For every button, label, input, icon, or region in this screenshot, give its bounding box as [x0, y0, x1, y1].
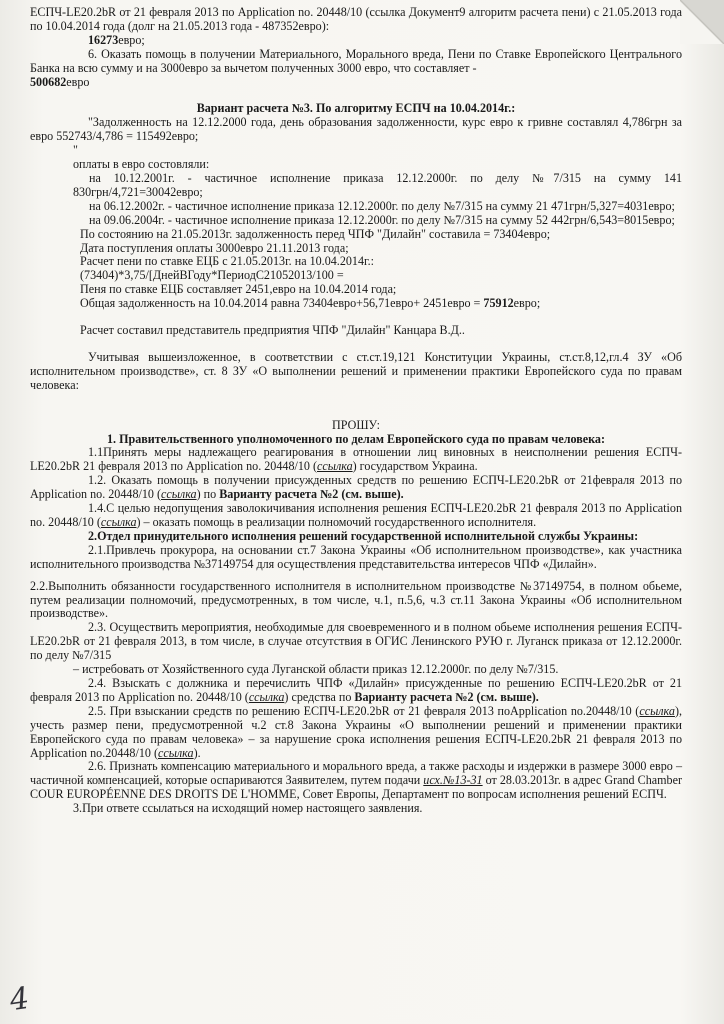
section-2-title: 2.Отдел принудительного исполнения решений государственной исполнительной службы Украины:: [88, 528, 639, 543]
variant-3-quote: ": [73, 143, 78, 158]
paragraph-top-3-amount: [30, 76, 682, 90]
item-2-1: 2.1.Привлечь прокурора, на основании ст.7 Закона Украины «Об исполнительном производстве», как участника исполнительного производства №37149754 для осуществления представительства интересов ЧПФ «Дилайн».: [30, 542, 682, 571]
amount-total: 500682: [30, 74, 67, 89]
variant-3-line-5: Пеня по ставке ЕЦБ составляет 2451,евро на 10.04.2014 года;: [80, 282, 397, 297]
link-item-1-1[interactable]: ссылка: [317, 459, 353, 474]
item-1-4-end: ) – оказать помощь в реализации полномочий государственного исполнителя.: [136, 515, 537, 529]
variant-3-line-6-text: Общая задолженность на 10.04.2014 равна 73404евро+56,71евро+ 2451евро =: [80, 296, 481, 311]
amount-penalty: 16273: [88, 32, 119, 47]
folded-corner: [680, 0, 724, 44]
item-2-6-end: от 28.03.2013г. в адрес Grand Chamber COUR EUROPÉENNE DES DROITS DE L'HOMME, Совет Европы, Департамент по вопросам исполнения решений ЕСПЧ.: [30, 773, 682, 802]
spacer: [30, 393, 682, 419]
item-2-5-mid: ), учесть размер пени, предусмотренной ч.2 ст.8 Закона Украины «О выполнении решений и применении практики Европейского суда по правам человека» – за нарушение срока исполнения решения ЕСПЧ-LE20.2bR 21 февраля 2013 по Application no.20448/10 (: [30, 703, 682, 760]
item-2-4-bold: Варианту расчета №2 (см. выше).: [354, 689, 539, 704]
item-2-6: [30, 760, 682, 802]
item-1-2-text: 1.2. Оказать помощь в получении присужденных средств по решению ЕСПЧ-LE20.2bR от 21февраля 2013 по Application no. 20448/10 (: [30, 473, 682, 502]
item-3: 3.При ответе ссылаться на исходящий номер настоящего заявления.: [73, 801, 423, 816]
item-2-2: 2.2.Выполнить обязанности государственного исполнителя в исполнительном производстве №37149754, в полном обьеме, путем реализации полномочий, предусмотренных, в том числе, ч.1, п.5,6, ч.3 ст.11 Закона Украины «Об исполнительном производстве».: [30, 578, 682, 621]
payment-row-1: на 10.12.2001г. - частичное исполнение приказа 12.12.2000г. по делу №7/315 на сумму 141 830грн/4,721=30042евро;: [73, 170, 682, 199]
item-2-3: 2.3. Осуществить мероприятия, необходимые для своевременного и в полном обьеме исполнения решения ЕСПЧ-LE20.2bR от 21 февраля 2013, в том числе, в случае отсутствия в ОГИС Ленинского РУЮ г. Луганск приказа от 12.12.2000г. по делу №7/315: [30, 620, 682, 663]
item-1-4-text: 1.4.С целью недопущения заволокичивания исполнения решения ЕСПЧ-LE20.2bR 21 февраля 2013 по Application no. 20448/10 (: [30, 501, 682, 529]
payment-row-3: на 09.06.2004г. - частичное исполнение приказа 12.12.2000г. по делу №7/315 на сумму 52 442грн/6,543=8015евро;: [89, 212, 675, 227]
paragraph-top-1: ЕСПЧ-LE20.2bR от 21 февраля 2013 по Application no. 20448/10 (ссылка Документ9 алгоритм расчета пени) с 21.05.2013 года по 10.04.2014 года (долг на 21.05.2013 года - 487352евро):: [30, 5, 682, 33]
variant-3-line-3: Расчет пени по ставке ЕЦБ с 21.05.2013г. на 10.04.2014г.:: [80, 254, 374, 269]
paragraph-top-3-text: 6. Оказать помощь в получении Материального, Морального вреда, Пени по Ставке Европейского Центрального Банка на всю сумму и на 3000евро за вычетом полученных 3000 евро, что составляет -: [30, 46, 682, 75]
paragraph-top-3: [30, 48, 682, 76]
item-2-5-text: 2.5. При взыскании средств по решению ЕСПЧ-LE20.2bR от 21 февраля 2013 поApplication no.20448/10 (: [88, 703, 640, 718]
item-2-6-text: 2.6. Признать компенсацию материального и морального вреда, а также расходы и издержки в размере 3000 евро – частичной компенсацией, которые оспариваются Заявителем, путем подачи: [30, 759, 682, 788]
item-1-2: [30, 474, 682, 502]
variant-3-debt-text: "Задолженность на 12.12.2000 года, день образования задолженности, курс евро к гривне составлял 4,786грн за евро 552743/4,786 = 115492евро;: [30, 115, 682, 144]
link-item-2-5-a[interactable]: ссылка: [639, 703, 675, 718]
variant-3-line-4: (73404)*3,75/[ДнейВГоду*ПериодС21052013/100 =: [80, 268, 344, 283]
item-1-1: [30, 446, 682, 474]
item-2-5: [30, 705, 682, 761]
item-2-3-b: – истребовать от Хозяйственного суда Луганской области приказ 12.12.2000г. по делу №7/315.: [73, 662, 559, 677]
variant-3-debt: [30, 116, 682, 144]
item-1-2-mid: ) по: [196, 487, 220, 502]
variant-3-line-2: Дата поступления оплаты 3000евро 21.11.2013 года;: [80, 240, 349, 255]
variant-3-payments-label: оплаты в евро состовляли:: [73, 157, 210, 172]
variant-3-title: Вариант расчета №3. По алгоритму ЕСПЧ на 10.04.2014г.:: [196, 101, 516, 116]
amount-total-unit: евро: [66, 74, 90, 89]
item-2-4: [30, 677, 682, 705]
link-item-2-5-b[interactable]: ссылка: [157, 745, 194, 760]
link-item-2-4[interactable]: ссылка: [248, 689, 285, 704]
amount-unit: евро;: [118, 32, 145, 47]
item-2-5-end: ).: [193, 745, 201, 760]
section-1-title: 1. Правительственного уполномоченного по делам Европейского суда по правам человека:: [107, 431, 605, 446]
item-1-1-end: ) государством Украина.: [352, 459, 478, 474]
item-1-2-bold: Варианту расчета №2 (см. выше).: [219, 487, 404, 502]
paragraph-top-2: [30, 34, 682, 48]
item-1-1-text: 1.1Принять меры надлежащего реагирования в отношении лиц виновных в неисполнении решения ЕСПЧ-LE20.2bR 21 февраля 2013 по Application no. 20448/10 (: [30, 445, 682, 474]
link-item-1-2[interactable]: ссылка: [161, 487, 197, 502]
variant-3-line-1: По состоянию на 21.05.2013г. задолженность перед ЧПФ "Дилайн" составила = 73404евро;: [80, 226, 551, 241]
handwritten-page-number: 4: [7, 980, 32, 1019]
variant-3-total: 75912: [483, 296, 514, 311]
spacer: [30, 338, 682, 351]
item-1-4: [30, 502, 682, 530]
document-body: [30, 6, 682, 816]
request-title: ПРОШУ:: [331, 417, 380, 432]
link-item-1-4[interactable]: ссылка: [100, 515, 137, 529]
link-item-2-6[interactable]: исх.№13-31: [423, 773, 483, 788]
item-2-4-mid: ) средства по: [284, 689, 355, 704]
considering-paragraph: Учитывая вышеизложенное, в соответствии с ст.ст.19,121 Конституции Украины, ст.ст.8,12,гл.4 ЗУ «Об исполнительном производстве», ст. 8 ЗУ «О выполнении решений и применении практики Европейского суда по правам человека:: [30, 349, 682, 392]
variant-3-line-6: [30, 297, 682, 311]
payment-row-2: на 06.12.2002г. - частичное исполнение приказа 12.12.2000г. по делу №7/315 на сумму 21 471грн/5,327=4031евро;: [89, 198, 675, 213]
variant-3-signature: Расчет составил представитель предприятия ЧПФ "Дилайн" Канцара В.Д..: [80, 323, 465, 338]
item-2-4-text: 2.4. Взыскать с должника и перечислить ЧПФ «Дилайн» присужденные по решению ЕСПЧ-LE20.2bR от 21 февраля 2013 по Application no. 20448/10 (: [30, 675, 682, 704]
variant-3-total-unit: евро;: [513, 296, 541, 311]
